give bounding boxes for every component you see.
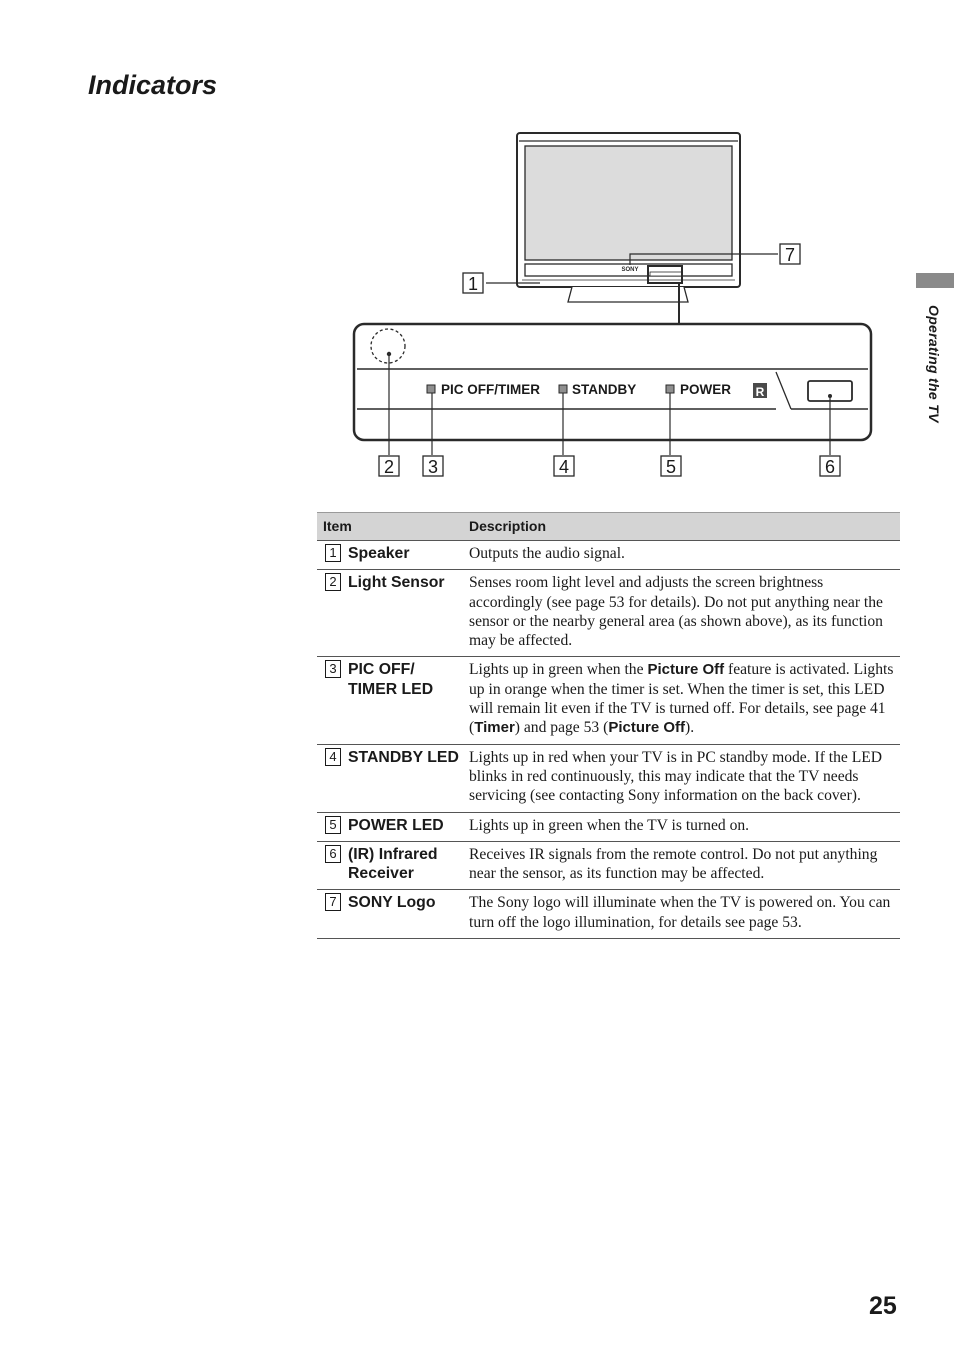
description-text: ) and page 53 ( — [514, 719, 609, 737]
table-row — [317, 841, 900, 890]
indicator-table — [317, 512, 900, 939]
description-emphasis: Picture Off — [647, 661, 725, 679]
table-row — [317, 812, 900, 841]
sony-logo: SONY — [621, 267, 639, 273]
callout-4: 4 — [558, 457, 570, 477]
page-number: 25 — [869, 1292, 897, 1320]
page-title: Indicators — [88, 70, 218, 100]
tv-indicator-diagram — [0, 0, 954, 490]
description-text: Lights up in red when your TV is in PC standby mode. If the LED blinks in red continuously, this may indicate that the TV needs servicing (see contacting Sony information on the back cover). — [469, 748, 883, 805]
item-number-box: 6 — [325, 845, 341, 863]
item-name-cell — [317, 744, 463, 812]
pic-off-led-icon — [427, 385, 435, 393]
pic-off-timer-label: PIC OFF/TIMER — [441, 382, 540, 397]
item-number-box: 1 — [325, 544, 341, 562]
callout-1: 1 — [467, 274, 479, 294]
table-row — [317, 657, 900, 744]
power-led-icon — [666, 385, 674, 393]
item-number-box: 3 — [325, 660, 341, 678]
item-name: (IR) Infrared Receiver — [348, 845, 438, 883]
standby-led-icon — [559, 385, 567, 393]
callout-5: 5 — [665, 457, 677, 477]
callout-6: 6 — [824, 457, 836, 477]
tv-screen — [525, 146, 732, 260]
item-name-cell — [317, 812, 463, 841]
callout-7: 7 — [784, 245, 796, 265]
power-label: POWER — [680, 382, 732, 397]
item-description — [463, 744, 900, 812]
column-header-item: Item — [317, 513, 463, 541]
description-text: Outputs the audio signal. — [469, 545, 625, 562]
callout-3: 3 — [427, 457, 439, 477]
item-description — [463, 841, 900, 890]
item-name: STANDBY LED — [348, 748, 459, 766]
item-name: Light Sensor — [348, 574, 445, 592]
item-number-box: 4 — [325, 748, 341, 766]
light-sensor-icon — [371, 329, 405, 363]
ir-mark-letter: R — [755, 385, 765, 399]
item-number-box: 2 — [325, 573, 341, 591]
item-description — [463, 812, 900, 841]
table-row — [317, 541, 900, 570]
description-text: ). — [685, 719, 695, 737]
description-text: Lights up in green when the TV is turned on. — [469, 816, 750, 834]
table-row — [317, 570, 900, 657]
table-row — [317, 744, 900, 812]
table-row — [317, 890, 900, 939]
column-header-description: Description — [463, 513, 900, 541]
section-tab-label: Operating the TV — [926, 305, 942, 423]
item-description — [463, 890, 900, 939]
description-text: feature is activated. Lights up in orange when the timer is set. When the timer is set, this LED will remain lit even if the TV is turned off. For details, see page 41 ( — [469, 661, 894, 737]
item-name-cell — [317, 841, 463, 890]
item-name: POWER LED — [348, 816, 444, 834]
description-text: The Sony logo will illuminate when the TV is powered on. You can turn off the logo illumination, for details see page 53. — [469, 894, 891, 931]
item-name-cell — [317, 657, 463, 744]
description-emphasis: Picture Off — [608, 719, 685, 737]
table-body — [317, 541, 900, 939]
item-name-cell — [317, 890, 463, 939]
item-number-box: 7 — [325, 893, 341, 911]
description-text: Senses room light level and adjusts the screen brightness accordingly (see page 53 for details). Do not put anything near the sensor or the nearby general area (as shown above), as its function may be affected. — [469, 574, 883, 650]
item-description — [463, 657, 900, 744]
tv-stand — [568, 287, 688, 302]
item-description — [463, 541, 900, 570]
callout-2: 2 — [383, 457, 395, 477]
item-name-cell — [317, 570, 463, 657]
standby-label: STANDBY — [572, 382, 637, 397]
description-text: Receives IR signals from the remote control. Do not put anything near the sensor, as its function may be affected. — [469, 845, 878, 883]
item-name: Speaker — [348, 545, 410, 562]
description-text: Lights up in green when the — [469, 661, 648, 679]
item-number-box: 5 — [325, 816, 341, 834]
description-emphasis: Timer — [474, 719, 515, 737]
table-header-row — [317, 513, 900, 541]
item-name-cell — [317, 541, 463, 570]
item-description — [463, 570, 900, 657]
item-name: PIC OFF/ TIMER LED — [348, 661, 434, 698]
item-name: SONY Logo — [348, 894, 436, 912]
